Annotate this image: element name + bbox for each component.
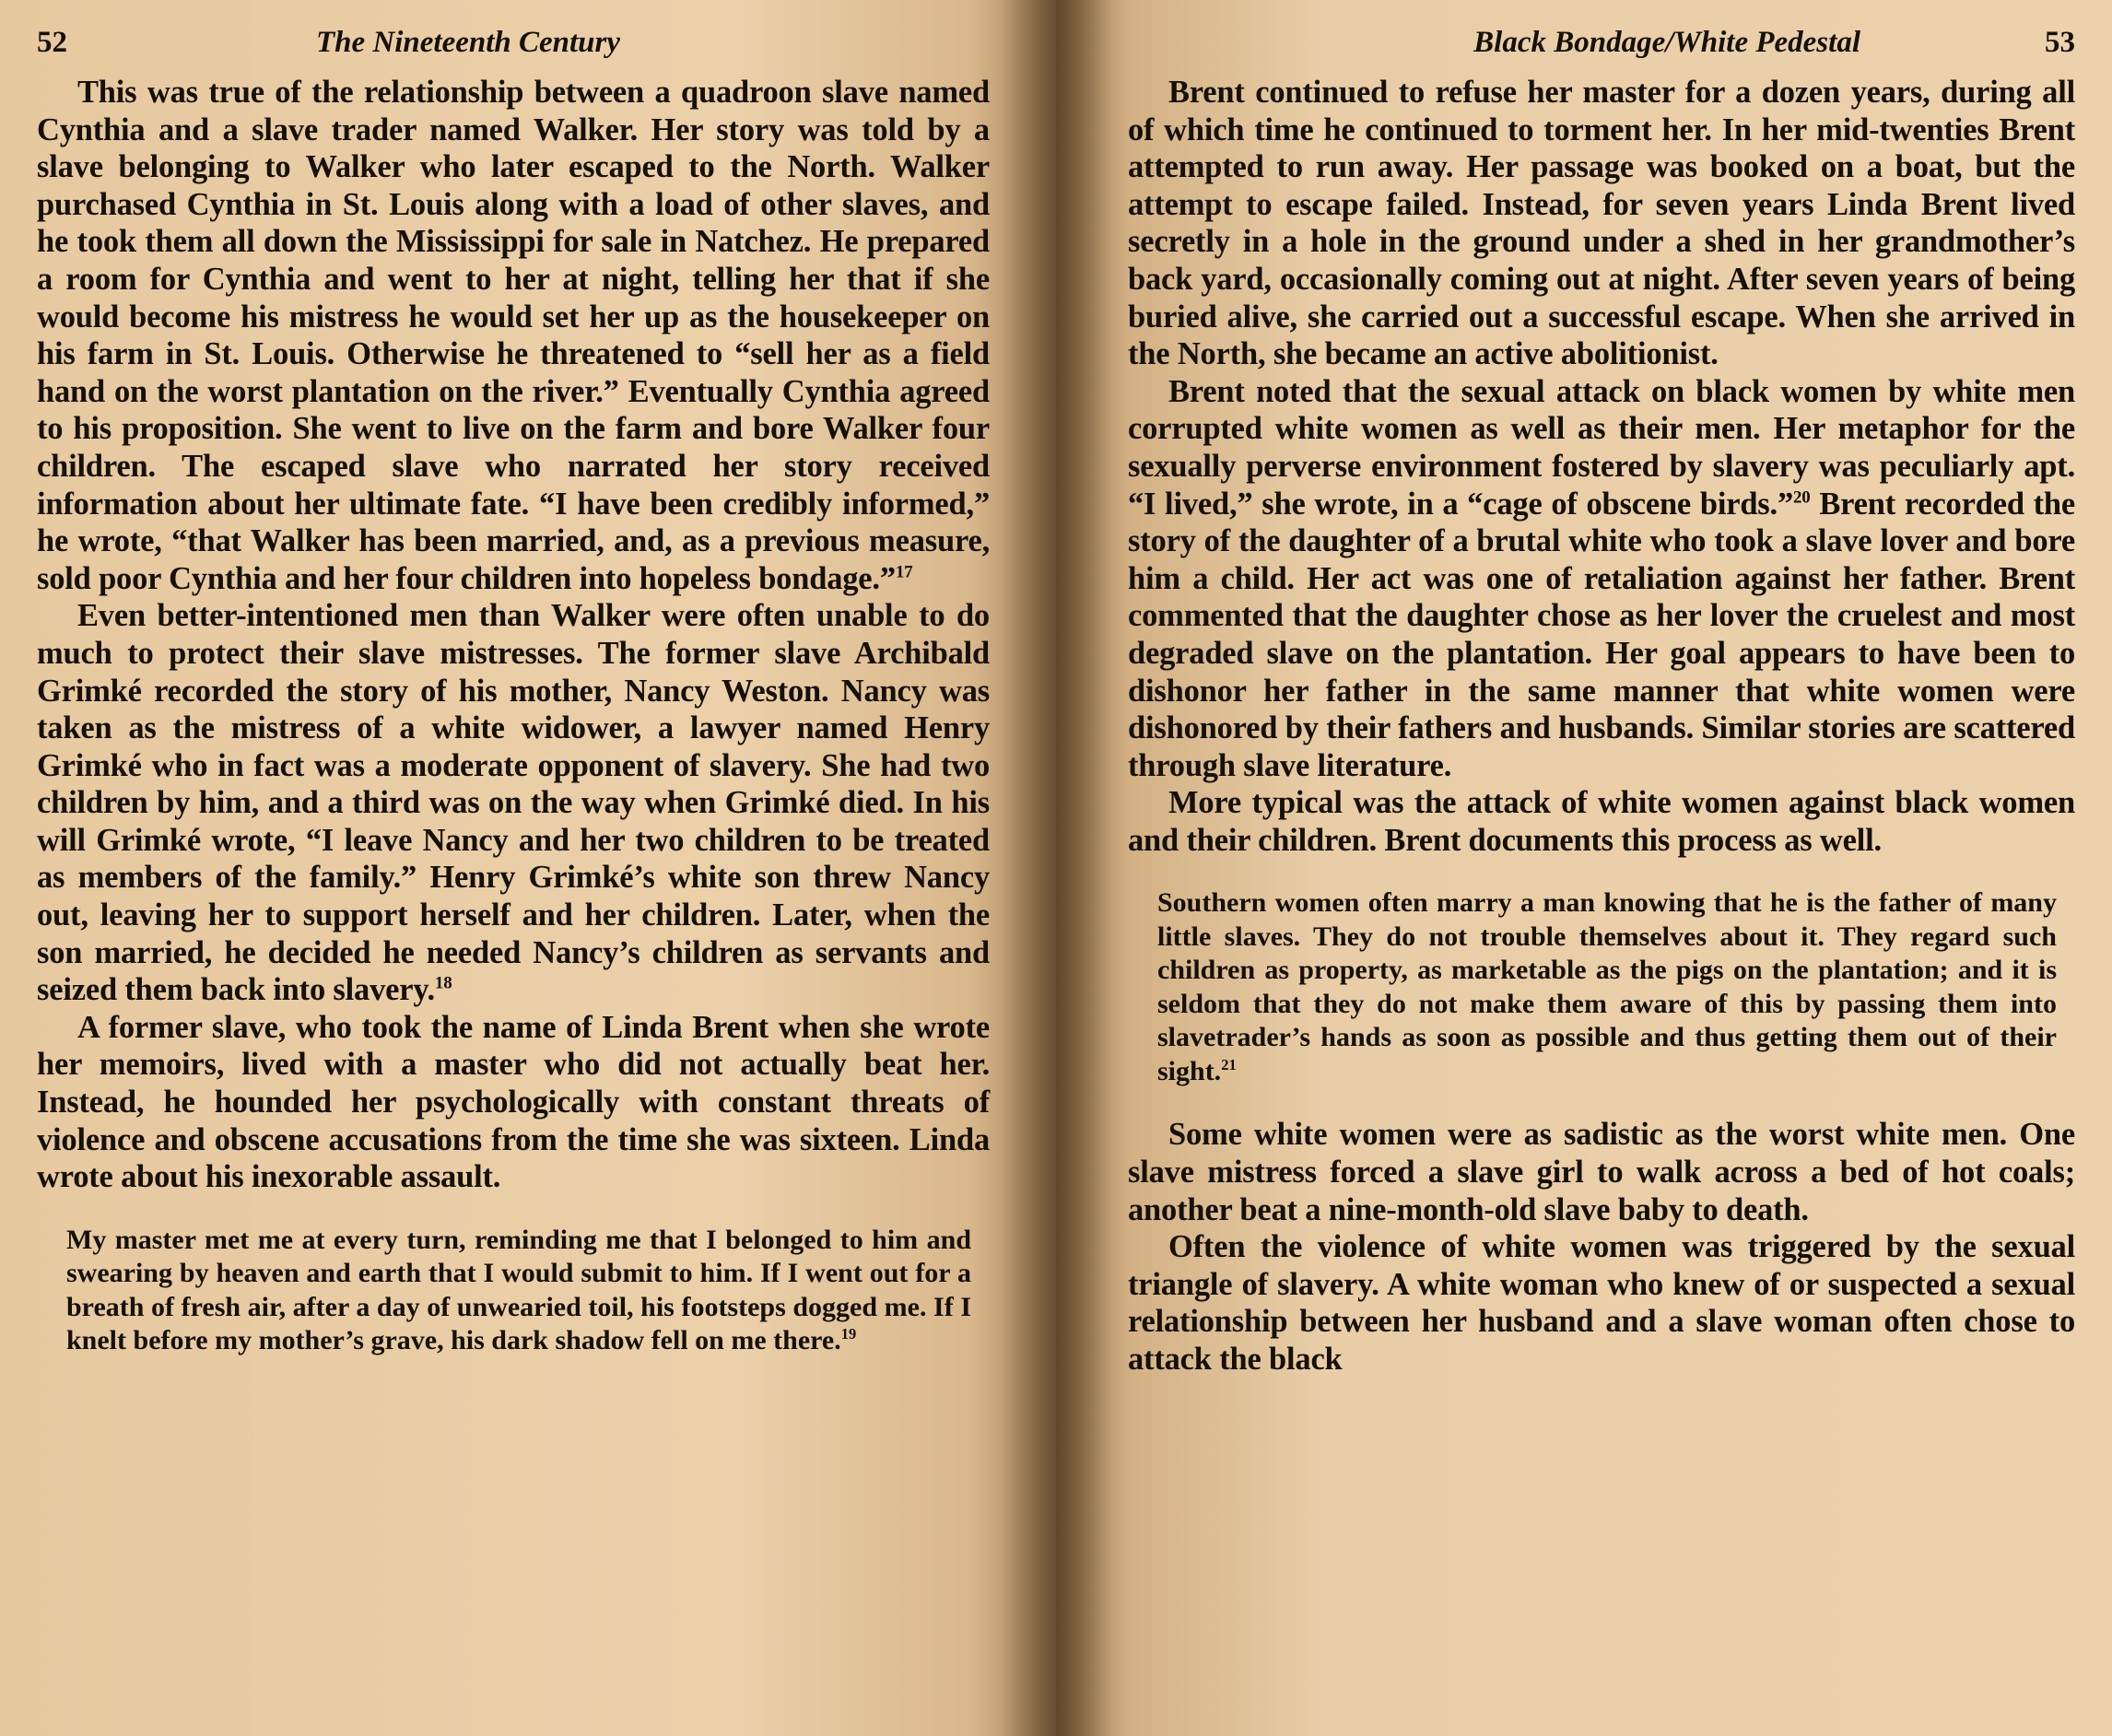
- right-body-text-continued: [1128, 1116, 2075, 1378]
- gutter-shadow: [1001, 0, 1056, 1736]
- footnote-mark: 18: [434, 973, 452, 993]
- right-running-head: [1128, 26, 2075, 74]
- footnote-mark: 21: [1221, 1055, 1237, 1073]
- left-paragraph-3: A former slave, who took the name of Linda Brent when she wrote her memoirs, lived with a master who did not actually beat her. Instead, he hounded her psychologically with constant threats of violence and obscene accusations from the time she was sixteen. Linda wrote about his inexorable assault.: [37, 1009, 990, 1195]
- gutter-shadow: [1056, 0, 1111, 1736]
- right-body-text: [1128, 74, 2075, 859]
- right-block-quote: Southern women often marry a man knowing that he is the father of many little slaves. They do not trouble themselves about it. They regard such children as property, as marketable as the pigs on the plantation; and it is seldom that they do not make them aware of this by passing them into slavetrader’s hands as soon as possible and thus getting them out of their sight.$^{21}$: [1157, 887, 2057, 1086]
- right-paragraph-1: Brent continued to refuse her master for a dozen years, during all of which time he continued to torment her. In her mid-twenties Brent attempted to run away. Her passage was booked on a boat, but the attempt to escape failed. Instead, for seven years Linda Brent lived secretly in a hole in the ground under a shed in her grandmother’s back yard, occasionally coming out at night. After seven years of being buried alive, she carried out a successful escape. When she arrived in the North, she became an active abolitionist.: [1128, 75, 2075, 372]
- right-paragraph-2: Brent noted that the sexual attack on black women by white men corrupted white women as well as their men. Her metaphor for the sexually perverse environment fostered by slavery was peculiarly apt. “I lived,” she wrote, in a “cage of obscene birds.”$^{20}$ Brent recorded the story of the daughter of a brutal white who took a slave lover and bore him a child. Her act was one of retaliation against her father. Brent commented that the daughter chose as her lover the cruelest and most degraded slave on the plantation. Her goal appears to have been to dishonor her father in the same manner that white women were dishonored by their fathers and husbands. Similar stories are scattered through slave literature.: [1128, 373, 2075, 783]
- right-running-title: Black Bondage/White Pedestal: [1473, 26, 1860, 59]
- left-page-number: 52: [37, 26, 67, 59]
- left-body-text: [37, 74, 990, 1196]
- left-running-title: The Nineteenth Century: [316, 26, 621, 59]
- right-page: [1056, 0, 2112, 1736]
- footnote-mark: 19: [840, 1325, 857, 1343]
- left-block-quote: My master met me at every turn, reminding me that I belonged to him and swearing by heaven and earth that I would submit to him. If I went out for a breath of fresh air, after a day of unwearied toil, his footsteps dogged me. If I knelt before my mother’s grave, his dark shadow fell on me there.$^{19}$: [66, 1224, 971, 1356]
- left-running-head: [37, 26, 990, 74]
- right-page-number: 53: [2045, 26, 2075, 59]
- right-paragraph-3: More typical was the attack of white women against black women and their children. Brent documents this process as well.: [1128, 785, 2075, 858]
- right-paragraph-4: Some white women were as sadistic as the worst white men. One slave mistress forced a slave girl to walk across a bed of hot coals; another beat a nine-month-old slave baby to death.: [1128, 1117, 2075, 1227]
- right-paragraph-5: Often the violence of white women was triggered by the sexual triangle of slavery. A white woman who knew of or suspected a sexual relationship between her husband and a slave woman often chose to attack the black: [1128, 1229, 2075, 1378]
- left-paragraph-1: This was true of the relationship between a quadroon slave named Cynthia and a slave trader named Walker. Her story was told by a slave belonging to Walker who later escaped to the North. Walker purchased Cynthia in St. Louis along with a load of other slaves, and he took them all down the Mississippi for sale in Natchez. He prepared a room for Cynthia and went to her at night, telling her that if she would become his mistress he would set her up as the housekeeper on his farm in St. Louis. Otherwise he threatened to “sell her as a field hand on the worst plantation on the river.” Eventually Cynthia agreed to his proposition. She went to live on the farm and bore Walker four children. The escaped slave who narrated her story received information about her ultimate fate. “I have been credibly informed,” he wrote, “that Walker has been married, and, as a previous measure, sold poor Cynthia and her four children into hopeless bondage.”$^{17}$: [37, 75, 990, 596]
- footnote-mark: 20: [1793, 487, 1811, 508]
- left-paragraph-2: Even better-intentioned men than Walker were often unable to do much to protect their slave mistresses. The former slave Archibald Grimké recorded the story of his mother, Nancy Weston. Nancy was taken as the mistress of a white widower, a lawyer named Henry Grimké who in fact was a moderate opponent of slavery. She had two children by him, and a third was on the way when Grimké died. In his will Grimké wrote, “I leave Nancy and her two children to be treated as members of the family.” Henry Grimké’s white son threw Nancy out, leaving her to support herself and her children. Later, when the son married, he decided he needed Nancy’s children as servants and seized them back into slavery.$^{18}$: [37, 598, 990, 1008]
- footnote-mark: 17: [895, 562, 913, 582]
